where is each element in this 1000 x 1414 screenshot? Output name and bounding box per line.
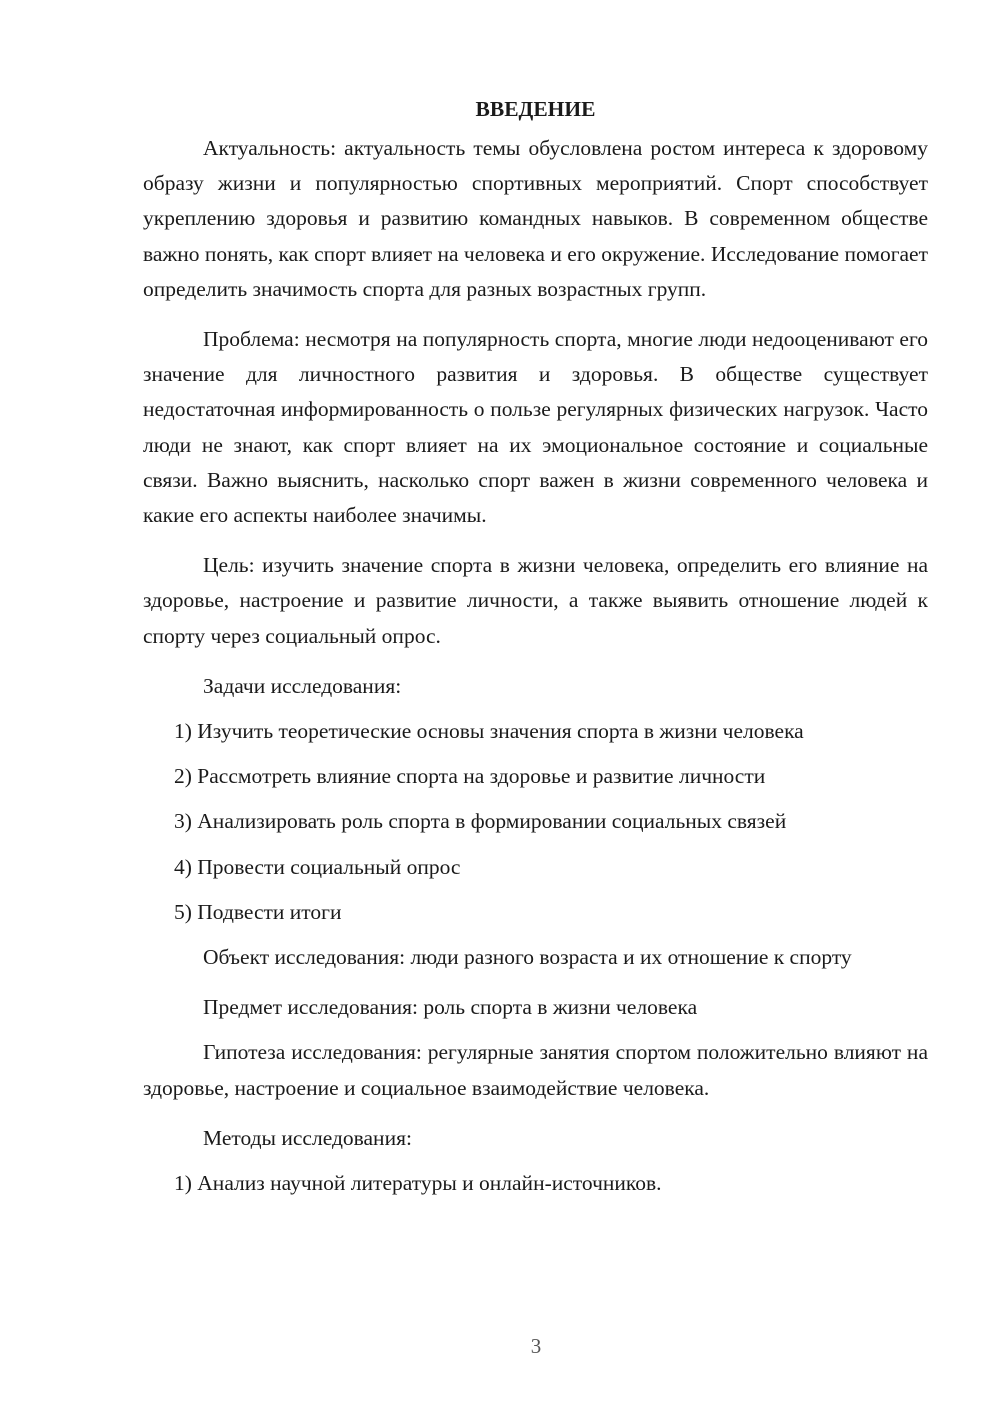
hypothesis-paragraph: Гипотеза исследования: регулярные занятия спортом положительно влияют на здоровье, настроение и социальное взаимодействие человека. [143,1040,928,1100]
list-item: 2) Рассмотреть влияние спорта на здоровье и развитие личности [174,764,766,789]
methods-list [143,1166,928,1201]
document-page [143,92,928,1211]
page-number: 3 [530,1334,542,1358]
list-item: 1) Анализ научной литературы и онлайн-источников. [174,1171,662,1196]
tasks-list [143,714,928,930]
relevance-paragraph: Актуальность: актуальность темы обусловлена ростом интереса к здоровому образу жизни и популярностью спортивных мероприятий. Спорт способствует укреплению здоровья и развитию командных навыков. В современном обществе важно понять, как спорт влияет на человека и его окружение. Исследование помогает определить значимость спорта для разных возрастных групп. [143,136,928,301]
list-item: 4) Провести социальный опрос [174,854,461,879]
problem-paragraph: Проблема: несмотря на популярность спорта, многие люди недооценивают его значение для личностного развития и здоровья. В обществе существует недостаточная информированность о пользе регулярных физических нагрузок. Часто люди не знают, как спорт влияет на их эмоциональное состояние и социальные связи. Важно выяснить, насколько спорт важен в жизни современного человека и какие его аспекты наиболее значимы. [143,327,928,528]
tasks-heading: Задачи исследования: [203,673,402,698]
subject-paragraph: Предмет исследования: роль спорта в жизни человека [203,995,698,1020]
goal-paragraph: Цель: изучить значение спорта в жизни человека, определить его влияние на здоровье, настроение и развитие личности, а также выявить отношение людей к спорту через социальный опрос. [143,553,928,648]
section-title: ВВЕДЕНИЕ [475,97,596,121]
methods-heading: Методы исследования: [203,1125,412,1150]
list-item: 5) Подвести итоги [174,899,342,924]
list-item: 3) Анализировать роль спорта в формировании социальных связей [174,809,787,834]
object-paragraph: Объект исследования: люди разного возраста и их отношение к спорту [203,945,852,970]
list-item: 1) Изучить теоретические основы значения спорта в жизни человека [174,719,804,744]
